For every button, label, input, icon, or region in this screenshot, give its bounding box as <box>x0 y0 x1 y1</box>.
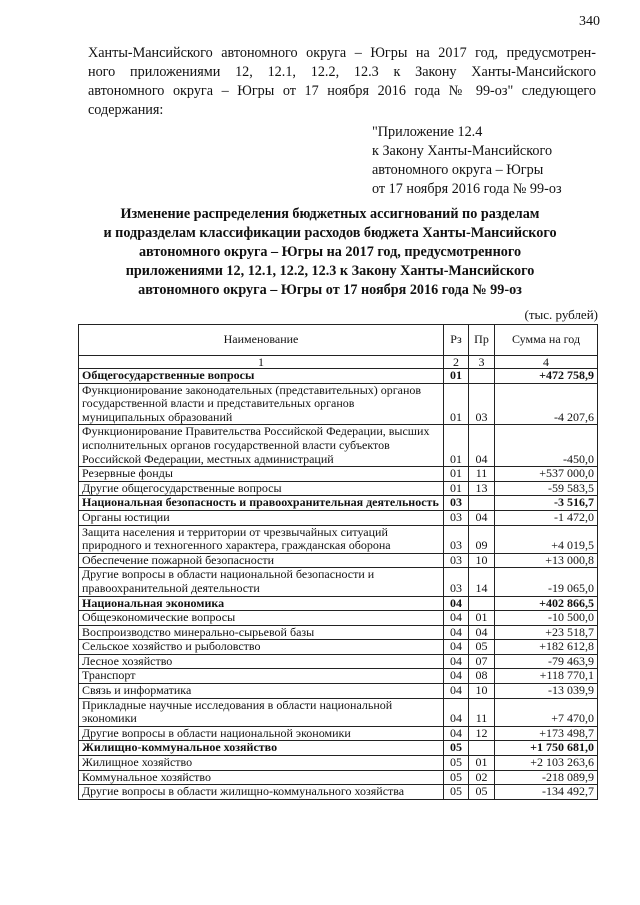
cell-sum: +2 103 263,6 <box>495 756 598 771</box>
cell-pr: 07 <box>469 654 495 669</box>
header-pr: Пр <box>469 325 495 356</box>
cell-name: Функционирование Правительства Российской Федерации, высших исполнительных органов государственной власти субъектов Российской Федерации, местных администраций <box>79 425 444 467</box>
table-row <box>79 770 598 785</box>
cell-pr: 02 <box>469 770 495 785</box>
cell-rz: 05 <box>444 756 469 771</box>
cell-sum: -10 500,0 <box>495 611 598 626</box>
table-row <box>79 596 598 611</box>
header-name: Наименование <box>79 325 444 356</box>
table-header-row <box>79 325 598 356</box>
cell-name: Другие вопросы в области национальной безопасности и правоохранительной деятельности <box>79 568 444 596</box>
cell-rz: 01 <box>444 425 469 467</box>
cell-pr: 03 <box>469 383 495 425</box>
cell-name: Лесное хозяйство <box>79 654 444 669</box>
cell-pr: 04 <box>469 425 495 467</box>
cell-rz: 05 <box>444 770 469 785</box>
table-row <box>79 467 598 482</box>
table-row <box>79 525 598 553</box>
cell-sum: +182 612,8 <box>495 640 598 655</box>
cell-sum: -19 065,0 <box>495 568 598 596</box>
intro-line: содержания: <box>88 102 164 118</box>
cell-sum: +537 000,0 <box>495 467 598 482</box>
cell-pr: 08 <box>469 669 495 684</box>
cell-pr: 09 <box>469 525 495 553</box>
table-row <box>79 741 598 756</box>
cell-name: Жилищно-коммунальное хозяйство <box>79 741 444 756</box>
heading-line: и подразделам классификации расходов бюджета Ханты-Мансийского <box>103 225 557 241</box>
cell-rz: 03 <box>444 496 469 511</box>
appendix-line: автономного округа – Югры <box>372 162 544 178</box>
units-label: (тыс. рублей) <box>524 307 598 322</box>
intro-line: Ханты-Мансийского автономного округа – Югры на 2017 год, предусмотрен- <box>88 45 596 61</box>
cell-pr <box>469 369 495 384</box>
cell-sum: +4 019,5 <box>495 525 598 553</box>
intro-paragraph <box>88 44 596 120</box>
page-number: 340 <box>579 14 600 29</box>
cell-sum: -218 089,9 <box>495 770 598 785</box>
cell-name: Транспорт <box>79 669 444 684</box>
cell-pr <box>469 496 495 511</box>
column-number: 2 <box>444 356 469 369</box>
cell-rz: 04 <box>444 654 469 669</box>
cell-pr <box>469 741 495 756</box>
cell-rz: 04 <box>444 669 469 684</box>
cell-rz: 03 <box>444 568 469 596</box>
intro-line: ного приложениями 12, 12.1, 12.2, 12.3 к Закону Ханты-Мансийского <box>88 64 596 80</box>
cell-rz: 04 <box>444 611 469 626</box>
cell-rz: 03 <box>444 525 469 553</box>
cell-name: Национальная экономика <box>79 596 444 611</box>
cell-pr: 01 <box>469 611 495 626</box>
cell-pr: 05 <box>469 640 495 655</box>
cell-pr: 04 <box>469 625 495 640</box>
cell-sum: -79 463,9 <box>495 654 598 669</box>
intro-line: автономного округа – Югры от 17 ноября 2016 года № 99-оз" следующего <box>88 83 596 99</box>
cell-name: Органы юстиции <box>79 510 444 525</box>
cell-pr: 12 <box>469 726 495 741</box>
cell-rz: 01 <box>444 481 469 496</box>
header-sum: Сумма на год <box>495 325 598 356</box>
cell-rz: 05 <box>444 785 469 800</box>
cell-rz: 04 <box>444 625 469 640</box>
cell-sum: +7 470,0 <box>495 698 598 726</box>
cell-pr: 14 <box>469 568 495 596</box>
cell-sum: +23 518,7 <box>495 625 598 640</box>
cell-name: Другие общегосударственные вопросы <box>79 481 444 496</box>
table-row <box>79 510 598 525</box>
cell-pr: 10 <box>469 684 495 699</box>
cell-rz: 05 <box>444 741 469 756</box>
cell-name: Прикладные научные исследования в области национальной экономики <box>79 698 444 726</box>
cell-sum: -59 583,5 <box>495 481 598 496</box>
cell-pr: 10 <box>469 553 495 568</box>
heading-line: Изменение распределения бюджетных ассигнований по разделам <box>120 206 540 222</box>
cell-pr: 13 <box>469 481 495 496</box>
table-row <box>79 698 598 726</box>
table-row <box>79 496 598 511</box>
cell-name: Связь и информатика <box>79 684 444 699</box>
cell-sum: +13 000,8 <box>495 553 598 568</box>
budget-table <box>78 324 598 800</box>
cell-sum: -134 492,7 <box>495 785 598 800</box>
table-row <box>79 726 598 741</box>
cell-name: Другие вопросы в области жилищно-коммунального хозяйства <box>79 785 444 800</box>
appendix-line: от 17 ноября 2016 года № 99-оз <box>372 181 562 197</box>
column-number: 3 <box>469 356 495 369</box>
cell-sum: -450,0 <box>495 425 598 467</box>
cell-rz: 04 <box>444 684 469 699</box>
cell-name: Коммунальное хозяйство <box>79 770 444 785</box>
cell-rz: 01 <box>444 467 469 482</box>
cell-sum: +1 750 681,0 <box>495 741 598 756</box>
table-row <box>79 654 598 669</box>
cell-name: Жилищное хозяйство <box>79 756 444 771</box>
cell-pr: 05 <box>469 785 495 800</box>
cell-name: Национальная безопасность и правоохранительная деятельность <box>79 496 444 511</box>
table-row <box>79 785 598 800</box>
cell-rz: 04 <box>444 726 469 741</box>
table-row <box>79 568 598 596</box>
header-rz: Рз <box>444 325 469 356</box>
cell-rz: 01 <box>444 369 469 384</box>
table-row <box>79 669 598 684</box>
cell-name: Общегосударственные вопросы <box>79 369 444 384</box>
cell-sum: -13 039,9 <box>495 684 598 699</box>
appendix-line: к Закону Ханты-Мансийского <box>372 143 553 159</box>
cell-sum: -1 472,0 <box>495 510 598 525</box>
table-row <box>79 625 598 640</box>
table-row <box>79 684 598 699</box>
table-body <box>79 369 598 800</box>
appendix-reference <box>372 123 562 199</box>
column-number-row <box>79 356 598 369</box>
cell-sum: -3 516,7 <box>495 496 598 511</box>
cell-sum: +173 498,7 <box>495 726 598 741</box>
cell-sum: +118 770,1 <box>495 669 598 684</box>
table-row <box>79 481 598 496</box>
table-row <box>79 756 598 771</box>
cell-pr: 01 <box>469 756 495 771</box>
heading-line: автономного округа – Югры на 2017 год, предусмотренного <box>138 244 522 260</box>
cell-rz: 04 <box>444 698 469 726</box>
heading-line: автономного округа – Югры от 17 ноября 2016 года № 99-оз <box>138 282 522 298</box>
cell-name: Воспроизводство минерально-сырьевой базы <box>79 625 444 640</box>
cell-name: Обеспечение пожарной безопасности <box>79 553 444 568</box>
table-row <box>79 383 598 425</box>
cell-sum: +472 758,9 <box>495 369 598 384</box>
cell-name: Функционирование законодательных (представительных) органов государственной власти и представительных органов муниципальных образований <box>79 383 444 425</box>
table-row <box>79 611 598 626</box>
cell-pr <box>469 596 495 611</box>
cell-rz: 03 <box>444 553 469 568</box>
cell-pr: 11 <box>469 698 495 726</box>
document-heading <box>70 205 590 300</box>
table-row <box>79 369 598 384</box>
table-row <box>79 640 598 655</box>
table-row <box>79 425 598 467</box>
cell-pr: 04 <box>469 510 495 525</box>
cell-rz: 04 <box>444 640 469 655</box>
cell-name: Сельское хозяйство и рыболовство <box>79 640 444 655</box>
column-number: 1 <box>79 356 444 369</box>
cell-name: Другие вопросы в области национальной экономики <box>79 726 444 741</box>
column-number: 4 <box>495 356 598 369</box>
cell-pr: 11 <box>469 467 495 482</box>
cell-sum: +402 866,5 <box>495 596 598 611</box>
cell-name: Общеэкономические вопросы <box>79 611 444 626</box>
cell-rz: 03 <box>444 510 469 525</box>
table-row <box>79 553 598 568</box>
cell-name: Защита населения и территории от чрезвычайных ситуаций природного и техногенного характера, гражданская оборона <box>79 525 444 553</box>
cell-name: Резервные фонды <box>79 467 444 482</box>
cell-rz: 01 <box>444 383 469 425</box>
appendix-line: "Приложение 12.4 <box>372 124 483 140</box>
cell-sum: -4 207,6 <box>495 383 598 425</box>
cell-rz: 04 <box>444 596 469 611</box>
heading-line: приложениями 12, 12.1, 12.2, 12.3 к Закону Ханты-Мансийского <box>125 263 535 279</box>
